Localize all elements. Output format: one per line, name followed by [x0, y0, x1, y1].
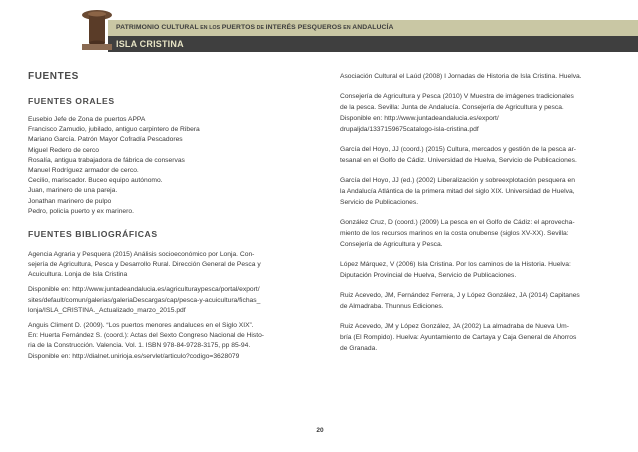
list-item: Juan, marinero de una pareja. [28, 187, 118, 195]
sources-heading: FUENTES [28, 71, 79, 82]
list-item: Rosalía, antigua trabajadora de fábrica de conservas [28, 156, 185, 164]
list-item: Pedro, policía puerto y ex marinero. [28, 207, 134, 215]
reference-line: bría (El Rompido). Huelva: Ayuntamiento de Cartaya y Caja General de Ahorros [340, 334, 577, 341]
page-number: 20 [316, 427, 324, 434]
reference-line: López Márquez, V (2006) Isla Cristina. Por los caminos de la Historia. Huelva: [340, 261, 571, 268]
reference-entry [28, 250, 320, 281]
reference-link[interactable]: Disponible en: http://dialnet.unirioja.es/servlet/articulo?codigo=3628079 [28, 352, 240, 360]
reference-line: Diputación Provincial de Huelva, Servicio de Publicaciones. [340, 272, 517, 279]
reference-entry [28, 285, 320, 316]
reference-line: Asociación Cultural el Laúd (2008) I Jornadas de Historia de Isla Cristina. Huelva. [340, 73, 582, 80]
reference-line: Acuicultura. Lonja de Isla Cristina [28, 271, 128, 279]
reference-link[interactable]: sites/default/comun/galerias/galeriaDescargas/cap/pesca-y-acuicultura/fichas_ [28, 296, 261, 304]
reference-line: García del Hoyo, JJ (coord.) (2015) Cultura, mercados y gestión de la pesca ar- [340, 146, 577, 153]
reference-line: González Cruz, D (coord.) (2009) La pesca en el Golfo de Cádiz: el aprovecha- [340, 219, 575, 226]
header-title: PATRIMONIO CULTURAL EN LOS PUERTOS DE INTERÉS PESQUEROS EN ANDALUCÍA [116, 24, 394, 31]
reference-line: Agencia Agraria y Pesquera (2015) Análisis socioeconómico por Lonja. Con- [28, 250, 255, 258]
bollard-icon [80, 8, 114, 52]
reference-line: Consejería de Agricultura y Pesca (2010) V Muestra de imágenes tradicionales [340, 93, 574, 100]
reference-line: Consejería de Agricultura y Pesca. [340, 241, 443, 248]
reference-line: miento de los recursos marinos en la costa onubense (siglos XV-XX). Sevilla: [340, 230, 569, 237]
reference-entry [340, 144, 612, 166]
list-item: Eusebio Jefe de Zona de puertos APPA [28, 116, 146, 123]
list-item: Manuel Rodríguez armador de cerco. [28, 166, 139, 174]
reference-entry [340, 217, 612, 250]
reference-entry [340, 91, 612, 135]
oral-sources-list [28, 115, 320, 217]
reference-line: Servicio de Publicaciones. [340, 199, 419, 206]
bibliographic-sources-heading: FUENTES BIBLIOGRÁFICAS [28, 228, 158, 239]
reference-entry [340, 321, 612, 354]
left-column [28, 71, 320, 367]
reference-line: de la pesca. Sevilla: Junta de Andalucía. Consejería de Agricultura y pesca. [340, 104, 564, 111]
reference-entry [340, 71, 612, 82]
list-item: Francisco Zamudio, jubilado, antiguo carpintero de Ribera [28, 126, 200, 134]
reference-link[interactable]: drupaljda/1337159675catalogo-isla-cristina.pdf [340, 126, 479, 133]
reference-line: Ruiz Acevedo, JM, Fernández Ferrera, J y López González, JA (2014) Capitanes [340, 292, 580, 299]
reference-entry [340, 290, 612, 312]
list-item: Mariano García. Patrón Mayor Cofradía Pescadores [28, 136, 183, 144]
header-subtitle-band [108, 36, 638, 52]
list-item: Miguel Redero de cerco [28, 146, 99, 154]
reference-line: tesanal en el Golfo de Cádiz. Universidad de Huelva, Servicio de Publicaciones. [340, 157, 577, 164]
reference-link[interactable]: Disponible en: http://www.juntadeandalucia.es/export/ [340, 115, 499, 122]
reference-line: sejería de Agricultura, Pesca y Desarrollo Rural. Dirección General de Pesca y [28, 261, 261, 269]
reference-line: Ruiz Acevedo, JM y López González, JA (2002) La almadraba de Nueva Um- [340, 323, 569, 330]
reference-line: ria de la Construcción. Valencia. Vol. 1. ISBN 978-84-9728-3175, pp 85-94. [28, 342, 251, 350]
page-header [108, 14, 638, 52]
reference-line: García del Hoyo, JJ (ed.) (2002) Liberalización y sobreexplotación pesquera en [340, 177, 575, 184]
reference-entry [340, 175, 612, 208]
reference-line: Anguis Climent D. (2009). “Los puertos menores andaluces en el Siglo XIX”. [28, 322, 254, 329]
reference-line: En: Huerta Fernández S. (coord.): Actas del Sexto Congreso Nacional de Histo- [28, 332, 265, 340]
reference-entry [340, 259, 612, 281]
reference-link[interactable]: lonja/ISLA_CRISTINA._Actualizado_marzo_2015.pdf [28, 306, 186, 314]
reference-entry [28, 321, 320, 362]
list-item: Jonathan marinero de pulpo [28, 197, 112, 205]
header-title-band [108, 20, 638, 36]
reference-line: la Andalucía Atlántica de la primera mitad del siglo XIX. Universidad de Huelva, [340, 188, 575, 195]
right-column [340, 71, 612, 363]
header-subtitle: ISLA CRISTINA [116, 39, 184, 49]
reference-line: de Granada. [340, 345, 378, 352]
reference-link[interactable]: Disponible en: http://www.juntadeandalucia.es/agriculturaypesca/portal/export/ [28, 286, 260, 294]
list-item: Cecilio, mariscador. Buceo equipo autónomo. [28, 177, 163, 185]
reference-line: de Almadraba. Thunnus Ediciones. [340, 303, 444, 310]
oral-sources-heading: FUENTES ORALES [28, 96, 115, 106]
